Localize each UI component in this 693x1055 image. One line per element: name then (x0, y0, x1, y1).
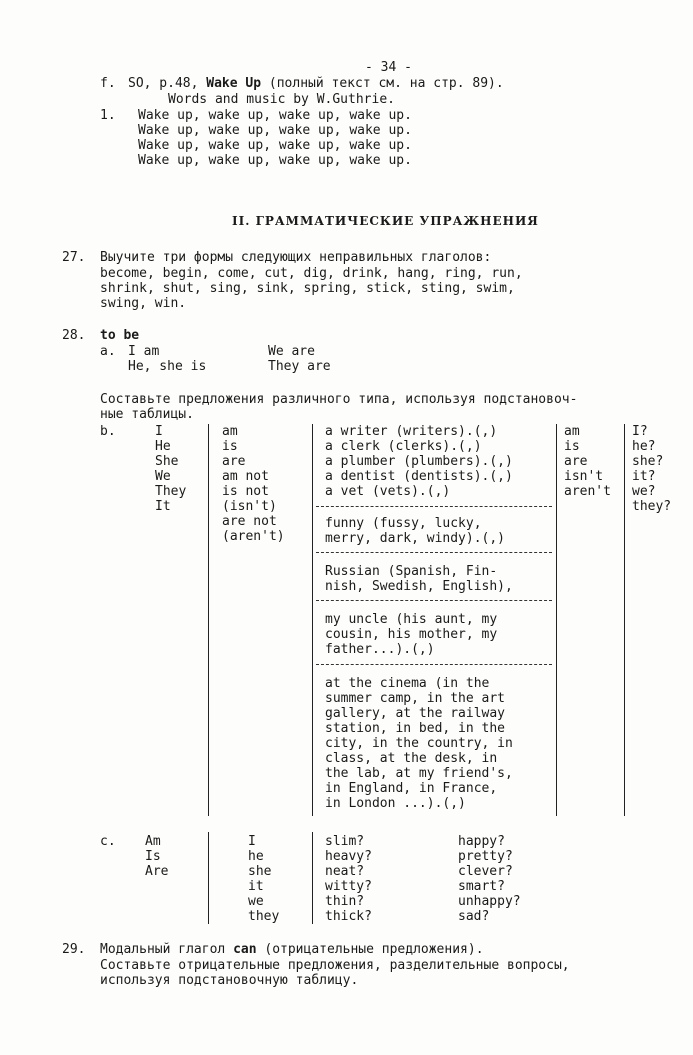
b-complement: gallery, at the railway (325, 706, 506, 721)
c-adjective: clever? (458, 864, 513, 879)
b-tag-pronoun: they? (632, 499, 672, 514)
c-pronoun: they (248, 909, 280, 924)
ex28-b-label: b. (100, 424, 116, 439)
c-verb: Am (145, 834, 161, 849)
b-tag-pronoun: he? (632, 439, 656, 454)
b-pronoun-column (155, 424, 186, 514)
ex27-number: 27. (62, 250, 86, 265)
b-complement: a clerk (clerks).(,) (325, 439, 482, 454)
verse-line: Wake up, wake up, wake up, wake up. (138, 153, 412, 168)
group-separator (316, 506, 552, 507)
song-note: (полный текст см. на стр. 89). (268, 76, 504, 91)
b-complement: at the cinema (in the (325, 676, 490, 691)
b-complement: my uncle (his aunt, my (325, 612, 498, 627)
verb-line: become, begin, come, cut, dig, drink, hang, ring, run, (100, 266, 523, 281)
b-complement: the lab, at my friend's, (325, 766, 513, 781)
c-adjective: thick? (325, 909, 372, 924)
ex29-number: 29. (62, 942, 86, 957)
b-tag-pronoun: it? (632, 469, 656, 484)
b-complement-group (325, 424, 513, 499)
c-verb: Is (145, 849, 161, 864)
page-number: - 34 - (365, 60, 412, 75)
c-adjective-column (458, 834, 521, 924)
ex27-verb-list (100, 266, 523, 311)
c-pronoun-column (248, 834, 279, 924)
ex29-title-line (100, 942, 484, 957)
b-complement: merry, dark, windy).(,) (325, 531, 506, 546)
group-separator (316, 552, 552, 553)
b-column-divider (556, 424, 557, 816)
b-tag-verb-column (564, 424, 611, 499)
instruction-line: ные таблицы. (100, 407, 194, 422)
b-complement-group (325, 516, 505, 546)
b-column-divider (312, 424, 313, 816)
b-complement: in London ...).(,) (325, 796, 466, 811)
b-pronoun: They (155, 484, 187, 499)
c-adjective: witty? (325, 879, 372, 894)
b-pronoun: It (155, 499, 171, 514)
c-pronoun: he (248, 849, 264, 864)
c-pronoun: I (248, 834, 256, 849)
b-complement: father...).(,) (325, 642, 435, 657)
c-column-divider (312, 832, 313, 924)
song-reference (128, 76, 504, 91)
b-pronoun: He (155, 439, 171, 454)
b-complement: in England, in France, (325, 781, 498, 796)
c-adjective-column (325, 834, 372, 924)
b-tag-pronoun: I? (632, 424, 648, 439)
b-tag-pronoun: we? (632, 484, 656, 499)
b-complement-group (325, 612, 497, 657)
song-title: Wake Up (206, 76, 262, 91)
b-complement: a writer (writers).(,) (325, 424, 498, 439)
b-verb: (isn't) (222, 499, 277, 514)
ex28-a-label: a. (100, 344, 116, 359)
ex29-instruction (100, 958, 570, 988)
verse-number: 1. (100, 108, 116, 123)
ex27-instruction: Выучите три формы следующих неправильных глаголов: (100, 250, 492, 265)
song-letter: f. (100, 76, 116, 91)
verse-line: Wake up, wake up, wake up, wake up. (138, 138, 412, 153)
ex28-c-label: c. (100, 834, 116, 849)
verb-line: shrink, shut, sing, sink, spring, stick, sting, swim, (100, 281, 515, 296)
ex28-instruction (100, 392, 577, 422)
b-verb-column (222, 424, 285, 544)
verse-line: Wake up, wake up, wake up, wake up. (138, 123, 412, 138)
ex28-number: 28. (62, 328, 86, 343)
b-pronoun: I (155, 424, 163, 439)
a-left-line: He, she is (128, 359, 207, 374)
b-verb: are (222, 454, 246, 469)
ex29-line: используя подстановочную таблицу. (100, 973, 359, 988)
c-adjective: heavy? (325, 849, 372, 864)
c-adjective: sad? (458, 909, 490, 924)
b-complement: city, in the country, in (325, 736, 513, 751)
b-verb: (aren't) (222, 529, 285, 544)
c-verb-column (145, 834, 168, 879)
b-verb: are not (222, 514, 277, 529)
c-column-divider (208, 832, 209, 924)
b-verb: am (222, 424, 238, 439)
b-tag-verb: aren't (564, 484, 611, 499)
c-adjective: thin? (325, 894, 365, 909)
group-separator (316, 600, 552, 601)
ex29-title-prefix: Модальный глагол (100, 942, 226, 957)
verse-lines (138, 108, 412, 168)
a-right-line: They are (268, 359, 331, 374)
song-source: SO, p.48, (128, 76, 199, 91)
b-complement: funny (fussy, lucky, (325, 516, 482, 531)
b-tag-verb: is (564, 439, 580, 454)
c-adjective: slim? (325, 834, 365, 849)
c-verb: Are (145, 864, 169, 879)
b-complement: a dentist (dentists).(,) (325, 469, 513, 484)
a-left-line: I am (128, 344, 160, 359)
b-verb: is not (222, 484, 269, 499)
verse-line: Wake up, wake up, wake up, wake up. (138, 108, 412, 123)
b-complement: a plumber (plumbers).(,) (325, 454, 513, 469)
ex29-keyword: can (233, 942, 257, 957)
b-verb: is (222, 439, 238, 454)
c-adjective: happy? (458, 834, 505, 849)
b-complement: class, at the desk, in (325, 751, 498, 766)
c-adjective: pretty? (458, 849, 513, 864)
ex28-a-left (128, 344, 206, 374)
c-adjective: neat? (325, 864, 365, 879)
b-column-divider (624, 424, 625, 816)
ex28-a-right (268, 344, 331, 374)
section-heading: II. ГРАММАТИЧЕСКИЕ УПРАЖНЕНИЯ (232, 214, 539, 228)
b-complement: nish, Swedish, English), (325, 579, 513, 594)
b-complement: summer camp, in the art (325, 691, 506, 706)
instruction-line: Составьте предложения различного типа, используя подстановоч- (100, 392, 578, 407)
group-separator (316, 664, 552, 665)
c-adjective: smart? (458, 879, 505, 894)
c-pronoun: she (248, 864, 272, 879)
verb-line: swing, win. (100, 296, 187, 311)
b-pronoun: She (155, 454, 179, 469)
b-complement: station, in bed, in the (325, 721, 506, 736)
b-complement: cousin, his mother, my (325, 627, 498, 642)
c-pronoun: it (248, 879, 264, 894)
ex29-line: Составьте отрицательные предложения, разделительные вопросы, (100, 958, 570, 973)
b-complement-group (325, 564, 513, 594)
c-adjective: unhappy? (458, 894, 521, 909)
ex28-title: to be (100, 328, 140, 343)
b-pronoun: We (155, 469, 171, 484)
c-pronoun: we (248, 894, 264, 909)
b-tag-verb: isn't (564, 469, 604, 484)
b-complement: Russian (Spanish, Fin- (325, 564, 498, 579)
song-credit: Words and music by W.Guthrie. (168, 92, 395, 107)
b-tag-verb: am (564, 424, 580, 439)
b-tag-verb: are (564, 454, 588, 469)
b-complement: a vet (vets).(,) (325, 484, 451, 499)
b-verb: am not (222, 469, 269, 484)
a-right-line: We are (268, 344, 315, 359)
ex29-title-suffix: (отрицательные предложения). (264, 942, 484, 957)
b-tag-pronoun: she? (632, 454, 664, 469)
b-column-divider (208, 424, 209, 816)
b-complement-group (325, 676, 513, 811)
b-tag-pronoun-column (632, 424, 671, 514)
